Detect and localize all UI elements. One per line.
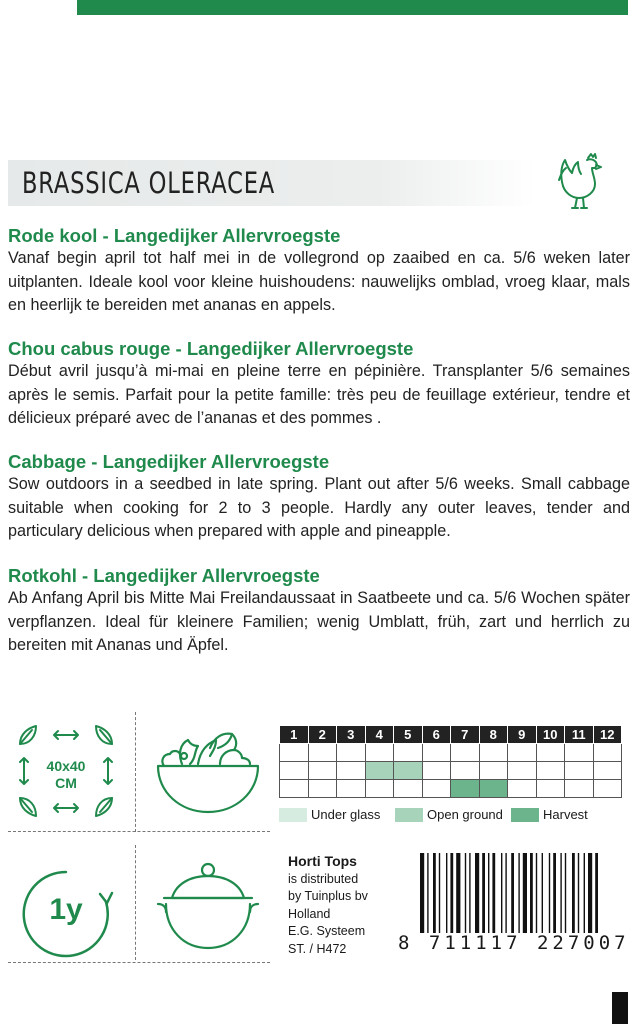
barcode-bar bbox=[595, 853, 598, 933]
section-french bbox=[8, 338, 630, 431]
legend-label: Harvest bbox=[543, 807, 588, 822]
barcode-bar bbox=[530, 853, 533, 933]
month-cell: 2 bbox=[308, 726, 337, 744]
section-text: Sow outdoors in a seedbed in late spring. Plant out after 5/6 weeks. Small cabbage suitable when cooking for 2 to 3 people. Hardly any outer leaves, tender and particulary delicious when prepared with apple and pineapple. bbox=[8, 475, 630, 540]
section-text: Ab Anfang April bis Mitte Mai Freilandaussaat in Saatbeete und ca. 5/6 Wochen später verpflanzen. Ideal für kleinere Familien; wenig Umblatt, früh, zart und herrlich zu bereiten mit Ananas und Äpfel. bbox=[8, 589, 630, 654]
barcode-bar bbox=[584, 853, 585, 933]
brand-name: Horti Tops bbox=[288, 853, 357, 869]
divider bbox=[135, 845, 136, 960]
distributor-line: ST. / H472 bbox=[288, 941, 347, 956]
month-cell: 1 bbox=[280, 726, 309, 744]
legend-swatch bbox=[395, 808, 423, 822]
divider bbox=[8, 962, 270, 963]
legend-swatch bbox=[279, 808, 307, 822]
barcode-bar bbox=[492, 853, 495, 933]
legend-open-ground bbox=[395, 807, 503, 822]
month-cell: 12 bbox=[593, 726, 622, 744]
distributor-line: by Tuinplus bv bbox=[288, 889, 368, 903]
barcode-bar bbox=[565, 853, 566, 933]
barcode-bar bbox=[488, 853, 489, 933]
month-cell: 8 bbox=[479, 726, 508, 744]
section-title: Cabbage - Langedijker Allervroegste bbox=[8, 451, 330, 472]
section-title: Rotkohl - Langedijker Allervroegste bbox=[8, 565, 320, 586]
divider bbox=[8, 831, 270, 832]
barcode-bar bbox=[511, 853, 514, 933]
barcode-bar bbox=[572, 853, 575, 933]
barcode-bar bbox=[578, 853, 579, 933]
legend-label: Open ground bbox=[427, 807, 503, 822]
harvest-cell bbox=[451, 780, 480, 798]
section-title: Rode kool - Langedijker Allervroegste bbox=[8, 225, 341, 246]
month-cell: 7 bbox=[451, 726, 480, 744]
cooking-pot-icon bbox=[152, 860, 264, 956]
section-english bbox=[8, 451, 630, 544]
legend-label: Under glass bbox=[311, 807, 381, 822]
barcode-bar bbox=[560, 853, 561, 933]
legend-swatch bbox=[511, 808, 539, 822]
barcode-bar bbox=[469, 853, 470, 933]
barcode-bar bbox=[446, 853, 447, 933]
latin-name: BRASSICA OLERACEA bbox=[22, 166, 276, 200]
barcode-bar bbox=[482, 853, 485, 933]
month-cell: 6 bbox=[422, 726, 451, 744]
barcode-bar bbox=[439, 853, 440, 933]
divider bbox=[135, 712, 136, 832]
calendar-row-empty bbox=[280, 744, 622, 762]
barcode-bar bbox=[523, 853, 527, 933]
salad-bowl-icon bbox=[150, 718, 268, 818]
rooster-icon bbox=[550, 150, 612, 216]
sowing-calendar bbox=[279, 725, 622, 798]
spacing-label bbox=[30, 758, 102, 792]
distributor-line: is distributed bbox=[288, 871, 359, 886]
barcode-bar bbox=[542, 853, 543, 933]
corner-mark bbox=[612, 992, 628, 1024]
barcode-bar bbox=[549, 853, 550, 933]
distributor-line: E.G. Systeem bbox=[288, 924, 366, 938]
distributor-info bbox=[288, 853, 368, 958]
calendar-row-open-ground bbox=[280, 762, 622, 780]
open-ground-cell bbox=[394, 762, 423, 780]
barcode-bar bbox=[465, 853, 466, 933]
month-cell: 10 bbox=[536, 726, 565, 744]
calendar-row-harvest bbox=[280, 780, 622, 798]
barcode-bar bbox=[420, 853, 424, 933]
legend-harvest bbox=[511, 807, 588, 822]
section-title: Chou cabus rouge - Langedijker Allervroegste bbox=[8, 338, 414, 359]
barcode-bar bbox=[536, 853, 537, 933]
barcode bbox=[420, 853, 628, 933]
open-ground-cell bbox=[365, 762, 394, 780]
barcode-bar bbox=[505, 853, 506, 933]
legend-under-glass bbox=[279, 807, 380, 822]
calendar-months-row bbox=[280, 726, 622, 744]
barcode-bar bbox=[501, 853, 502, 933]
month-cell: 5 bbox=[394, 726, 423, 744]
section-german bbox=[8, 565, 630, 658]
barcode-bar bbox=[518, 853, 519, 933]
barcode-bar bbox=[427, 853, 428, 933]
section-dutch bbox=[8, 225, 630, 318]
barcode-bar bbox=[456, 853, 460, 933]
month-cell: 11 bbox=[565, 726, 594, 744]
barcode-bar bbox=[553, 853, 556, 933]
section-text: Début avril jusqu’à mi-mai en pleine terre en pépinière. Transplanter 5/6 semaines après le semis. Parfait pour la petite famille: très peu de feuillage extérieur, tendre et délicieux préparé avec de l’ananas et des pommes . bbox=[8, 362, 630, 427]
barcode-bar bbox=[433, 853, 436, 933]
month-cell: 4 bbox=[365, 726, 394, 744]
spacing-unit: CM bbox=[55, 775, 77, 791]
top-green-bar bbox=[77, 0, 628, 15]
month-cell: 3 bbox=[337, 726, 366, 744]
barcode-bar bbox=[475, 853, 479, 933]
harvest-cell bbox=[479, 780, 508, 798]
barcode-number: 8 711117 227007 bbox=[398, 932, 630, 954]
spacing-value: 40x40 bbox=[46, 758, 86, 774]
barcode-bar bbox=[588, 853, 592, 933]
distributor-line: Holland bbox=[288, 906, 331, 921]
month-cell: 9 bbox=[508, 726, 537, 744]
barcode-bar bbox=[450, 853, 453, 933]
section-text: Vanaf begin april tot half mei in de vollegrond op zaaibed en ca. 5/6 weken later uitplanten. Ideale kool voor kleine huishoudens: nauwelijks omblad, vroeg klaar, mals en heerlijk te bereiden met ananas en appels. bbox=[8, 249, 630, 314]
lifecycle-label: 1y bbox=[49, 893, 83, 926]
